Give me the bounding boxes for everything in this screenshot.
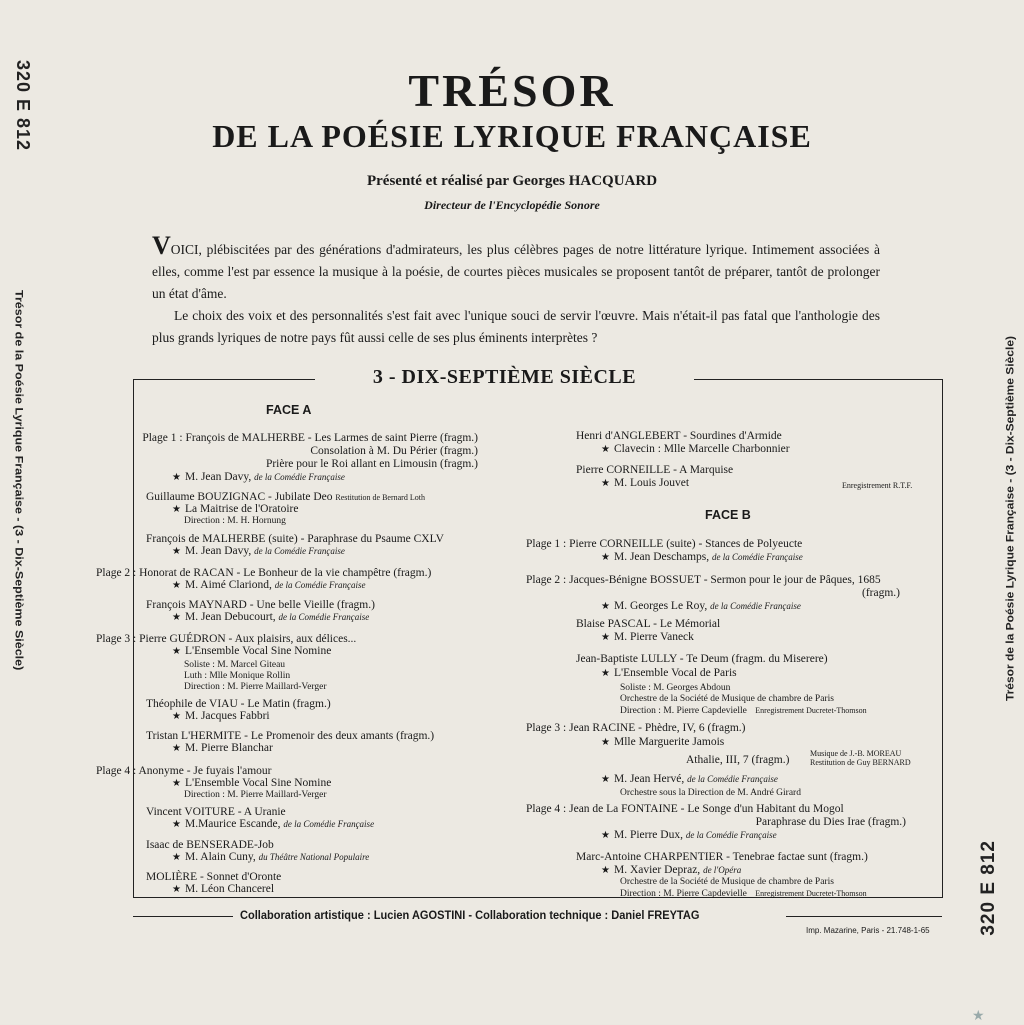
- track-a8: Tristan L'HERMITE - Le Promenoir des deux amants (fragm.): [146, 730, 435, 742]
- performer: ★ M. Jean Debucourt, de la Comédie Française: [172, 611, 370, 623]
- performer: ★ M. Jean Deschamps, de la Comédie Française: [601, 551, 803, 563]
- performer-name: M. Xavier Depraz,: [613, 864, 701, 876]
- performer: ★ M. Jean Davy, de la Comédie Française: [172, 471, 345, 483]
- performer-note: de la Comédie Française: [278, 612, 370, 622]
- credit: Soliste : M. Marcel Giteau: [184, 660, 286, 670]
- performer-name: M. Louis Jouvet: [613, 477, 690, 489]
- intro-p1-text: OICI, plébiscitées par des générations d'admirateurs, les plus célèbres pages de notre littérature lyrique. Intimement associées à elles, comme l'est par essence la musique à la poésie, de courtes pièces musicales se proposent tantôt de préparer, tantôt de prolonger un état d'âme.: [152, 242, 880, 301]
- face-b-header: FACE B: [705, 508, 751, 522]
- track-b2: Plage 2 : Jacques-Bénigne BOSSUET - Sermon pour le jour de Pâques, 1685: [526, 574, 881, 586]
- performer: ★ Clavecin : Mlle Marcelle Charbonnier: [601, 443, 790, 455]
- collab-rule-left: [133, 916, 233, 917]
- track-a7: Théophile de VIAU - Le Matin (fragm.): [146, 698, 331, 710]
- track-a1-b: Consolation à M. Du Périer (fragm.): [310, 445, 478, 457]
- credit: Direction : M. H. Hornung: [184, 516, 286, 526]
- frame-top-left: [133, 379, 315, 380]
- performer: ★ M. Pierre Dux, de la Comédie Française: [601, 829, 777, 841]
- byline: Présenté et réalisé par Georges HACQUARD: [366, 173, 658, 189]
- performer-note: de la Comédie Française: [283, 819, 375, 829]
- performer: ★ L'Ensemble Vocal Sine Nomine: [172, 645, 332, 657]
- dropcap: V: [152, 231, 171, 260]
- track-a5: François MAYNARD - Une belle Vieille (fragm.): [146, 599, 375, 611]
- track-a13: Henri d'ANGLEBERT - Sourdines d'Armide: [576, 430, 782, 442]
- recording-note: Enregistrement R.T.F.: [842, 481, 913, 490]
- intro-text: [152, 231, 880, 349]
- track-b6: Athalie, III, 7 (fragm.): [686, 754, 790, 766]
- performer-name: M. Pierre Vaneck: [613, 631, 694, 643]
- track-b6-note-2: Restitution de Guy BERNARD: [810, 758, 911, 767]
- track-b7: Plage 4 : Jean de La FONTAINE - Le Songe d'un Habitant du Mogol: [526, 803, 844, 815]
- track-a1: Plage 1 : François de MALHERBE - Les Larmes de saint Pierre (fragm.): [142, 432, 478, 444]
- catalog-number-left: 320 E 812: [13, 60, 33, 152]
- performer-name: L'Ensemble Vocal Sine Nomine: [184, 645, 332, 657]
- performer-name: M. Aimé Clariond,: [184, 579, 272, 591]
- track-a11: Isaac de BENSERADE-Job: [146, 839, 274, 851]
- credit: Direction : M. Pierre Maillard-Verger: [184, 790, 327, 800]
- track-b2-b: (fragm.): [862, 587, 900, 599]
- performer: ★ La Maitrise de l'Oratoire: [172, 503, 299, 515]
- performer-name: Clavecin : Mlle Marcelle Charbonnier: [613, 443, 790, 455]
- performer: ★ M. Léon Chancerel: [172, 883, 275, 895]
- credit: Orchestre de la Société de Musique de chambre de Paris: [620, 877, 834, 887]
- track-b5: Plage 3 : Jean RACINE - Phèdre, IV, 6 (fragm.): [526, 722, 746, 734]
- recording-note: Enregistrement Ducretet-Thomson: [755, 706, 867, 715]
- performer: ★ L'Ensemble Vocal de Paris: [601, 667, 737, 679]
- performer-name: M. Jean Deschamps,: [613, 551, 710, 563]
- performer-name: L'Ensemble Vocal Sine Nomine: [184, 777, 332, 789]
- credit-direction: Direction : M. Pierre Capdevielle: [620, 706, 747, 716]
- recording-note: Enregistrement Ducretet-Thomson: [755, 889, 867, 898]
- printer-credit: Imp. Mazarine, Paris - 21.748-1-65: [806, 926, 930, 935]
- performer-note: de l'Opéra: [703, 865, 742, 875]
- performer: ★ M. Jean Davy, de la Comédie Française: [172, 545, 345, 557]
- collaboration-credits: Collaboration artistique : Lucien AGOSTINI - Collaboration technique : Daniel FREYTAG: [240, 908, 700, 922]
- track-b1: Plage 1 : Pierre CORNEILLE (suite) - Stances de Polyeucte: [526, 538, 803, 550]
- credit: Luth : Mlle Monique Rollin: [184, 671, 291, 681]
- intro-paragraph-1: [152, 231, 880, 305]
- main-title: TRÉSOR: [408, 65, 616, 116]
- performer-note: de la Comédie Française: [712, 552, 803, 562]
- performer: ★ Mlle Marguerite Jamois: [601, 736, 725, 748]
- performer-name: M. Pierre Dux,: [613, 829, 683, 841]
- performer-name: M. Jacques Fabbri: [184, 710, 270, 722]
- spine-title-right: Trésor de la Poésie Lyrique Française - (3 - Dix-Septième Siècle): [1003, 336, 1017, 702]
- performer: ★ M. Xavier Depraz, de l'Opéra: [601, 864, 742, 876]
- track-a12: MOLIÈRE - Sonnet d'Oronte: [146, 871, 282, 883]
- performer-name: L'Ensemble Vocal de Paris: [613, 667, 737, 679]
- credit: [620, 888, 867, 900]
- track-b7-b: Paraphrase du Dies Irae (fragm.): [755, 816, 906, 828]
- track-a9: Plage 4 : Anonyme - Je fuyais l'amour: [96, 765, 272, 777]
- credit: Soliste : M. Georges Abdoun: [620, 683, 731, 693]
- performer: ★ M. Louis Jouvet: [601, 477, 690, 489]
- performer-name: M. Pierre Blanchar: [184, 742, 273, 754]
- frame-top-right: [694, 379, 942, 380]
- track-b3: Blaise PASCAL - Le Mémorial: [576, 618, 721, 630]
- byline-role: Directeur de l'Encyclopédie Sonore: [424, 198, 600, 212]
- spine-title-left: Trésor de la Poésie Lyrique Française - (3 - Dix-Septième Siècle): [12, 290, 26, 671]
- performer-name: M. Jean Debucourt,: [184, 611, 276, 623]
- performer-name: M. Jean Hervé,: [613, 773, 685, 785]
- face-a-header: FACE A: [266, 403, 312, 417]
- performer-name: M. Léon Chancerel: [184, 883, 275, 895]
- performer-note: de la Comédie Française: [710, 601, 801, 611]
- credit: Direction : M. Pierre Maillard-Verger: [184, 682, 327, 692]
- performer: ★ M. Pierre Blanchar: [172, 742, 273, 754]
- performer: ★ M. Jacques Fabbri: [172, 710, 270, 722]
- track-a1-c: Prière pour le Roi allant en Limousin (fragm.): [265, 458, 478, 470]
- credit: Orchestre de la Société de Musique de chambre de Paris: [620, 694, 834, 704]
- track-a6: Plage 3 : Pierre GUÉDRON - Aux plaisirs, aux délices...: [96, 633, 357, 645]
- catalog-number-right: 320 E 812: [978, 840, 999, 936]
- performer-name: M. Jean Davy,: [184, 545, 252, 557]
- performer-name: M. Alain Cuny,: [184, 851, 256, 863]
- performer-note: du Théâtre National Populaire: [258, 852, 370, 862]
- performer: ★ M. Jean Hervé, de la Comédie Française: [601, 773, 778, 785]
- track-b4: Jean-Baptiste LULLY - Te Deum (fragm. du Miserere): [576, 653, 828, 665]
- track-a2-title: Guillaume BOUZIGNAC - Jubilate Deo: [146, 491, 333, 503]
- credit: [620, 705, 867, 717]
- track-a10: Vincent VOITURE - A Uranie: [146, 806, 286, 818]
- performer-note: de la Comédie Française: [274, 580, 366, 590]
- performer-note: de la Comédie Française: [254, 472, 345, 482]
- intro-paragraph-2: Le choix des voix et des personnalités s'est fait avec l'unique souci de servir l'œuvre. Mais n'était-il pas fatal que l'anthologie des plus grands lyriques de notre pays fût aussi celle de ses plus éminents interprètes ?: [152, 308, 880, 345]
- track-b6-note: Musique de J.-B. MOREAU: [810, 749, 902, 758]
- performer-note: de la Comédie Française: [685, 830, 777, 840]
- performer: ★ M. Georges Le Roy, de la Comédie Française: [601, 600, 801, 612]
- performer: ★ M.Maurice Escande, de la Comédie Française: [172, 818, 375, 830]
- sub-title: DE LA POÉSIE LYRIQUE FRANÇAISE: [212, 118, 812, 154]
- performer: ★ M. Aimé Clariond, de la Comédie Française: [172, 579, 366, 591]
- track-a3: François de MALHERBE (suite) - Paraphrase du Psaume CXLV: [146, 533, 444, 545]
- section-title: 3 - DIX-SEPTIÈME SIÈCLE: [372, 366, 637, 388]
- performer: ★ M. Pierre Vaneck: [601, 631, 694, 643]
- performer: ★ M. Alain Cuny, du Théâtre National Populaire: [172, 851, 370, 863]
- track-a4: Plage 2 : Honorat de RACAN - Le Bonheur de la vie champêtre (fragm.): [96, 567, 432, 579]
- credit: Orchestre sous la Direction de M. André Girard: [620, 788, 801, 798]
- track-a2-note: Restitution de Bernard Loth: [335, 493, 425, 502]
- star-icon: ★: [972, 1009, 985, 1024]
- performer-note: de la Comédie Française: [254, 546, 345, 556]
- track-a14: Pierre CORNEILLE - A Marquise: [576, 464, 734, 476]
- performer: ★ L'Ensemble Vocal Sine Nomine: [172, 777, 332, 789]
- credit-direction: Direction : M. Pierre Capdevielle: [620, 889, 747, 899]
- performer-name: La Maitrise de l'Oratoire: [184, 503, 299, 515]
- track-b8: Marc-Antoine CHARPENTIER - Tenebrae factae sunt (fragm.): [576, 851, 868, 863]
- performer-note: de la Comédie Française: [687, 774, 778, 784]
- performer-name: M. Jean Davy,: [184, 471, 252, 483]
- collab-rule-right: [786, 916, 942, 917]
- performer-name: M. Georges Le Roy,: [613, 600, 708, 612]
- performer-name: M.Maurice Escande,: [184, 818, 281, 830]
- performer-name: Mlle Marguerite Jamois: [613, 736, 725, 748]
